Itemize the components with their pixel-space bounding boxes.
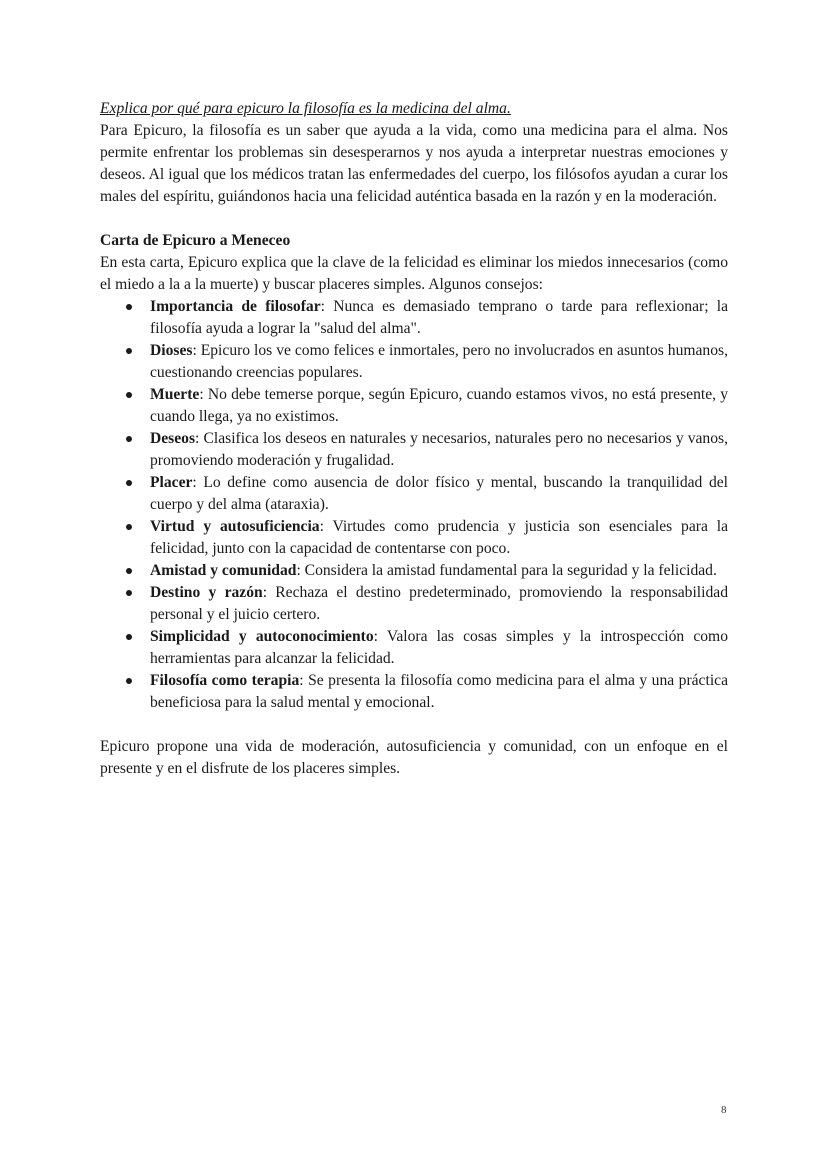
- item-term: Placer: [150, 474, 193, 491]
- document-page: [100, 98, 728, 780]
- spacer: [100, 208, 728, 230]
- list-item: [150, 626, 728, 670]
- list-item: [150, 340, 728, 384]
- page-number: 8: [721, 1104, 727, 1116]
- item-text: : Rechaza el destino predeterminado, promoviendo la responsabilidad personal y el juicio certero.: [150, 584, 728, 623]
- item-text: : No debe temerse porque, según Epicuro, cuando estamos vivos, no está presente, y cuando llega, ya no existimos.: [150, 386, 728, 425]
- item-text: : Epicuro los ve como felices e inmortales, pero no involucrados en asuntos humanos, cuestionando creencias populares.: [150, 342, 728, 381]
- list-item: [150, 472, 728, 516]
- section-heading: Carta de Epicuro a Meneceo: [100, 232, 291, 249]
- list-item: [150, 384, 728, 428]
- item-term: Deseos: [150, 430, 196, 447]
- item-term: Dioses: [150, 342, 193, 359]
- item-text: : Clasifica los deseos en naturales y necesarios, naturales pero no necesarios y vanos, promoviendo moderación y frugalidad.: [150, 430, 728, 469]
- conclusion-paragraph: Epicuro propone una vida de moderación, autosuficiencia y comunidad, con un enfoque en el presente y en el disfrute de los placeres simples.: [100, 738, 728, 777]
- item-text: : Considera la amistad fundamental para la seguridad y la felicidad.: [296, 562, 717, 579]
- list-item: [150, 560, 728, 582]
- item-text: : Lo define como ausencia de dolor físico y mental, buscando la tranquilidad del cuerpo y del alma (ataraxia).: [150, 474, 728, 513]
- list-item: [150, 670, 728, 714]
- list-item: [150, 516, 728, 560]
- item-term: Simplicidad y autoconocimiento: [150, 628, 374, 645]
- spacer: [100, 714, 728, 736]
- item-term: Importancia de filosofar: [150, 298, 321, 315]
- list-item: [150, 428, 728, 472]
- item-text: : Nunca es demasiado temprano o tarde para reflexionar; la filosofía ayuda a lograr la "salud del alma".: [150, 298, 728, 337]
- item-text: : Se presenta la filosofía como medicina para el alma y una práctica beneficiosa para la salud mental y emocional.: [150, 672, 728, 711]
- item-term: Virtud y autosuficiencia: [150, 518, 320, 535]
- item-term: Filosofía como terapia: [150, 672, 300, 689]
- item-text: : Valora las cosas simples y la introspección como herramientas para alcanzar la felicidad.: [150, 628, 728, 667]
- advice-list: [100, 296, 728, 714]
- question-title: Explica por qué para epicuro la filosofía es la medicina del alma.: [100, 100, 511, 117]
- item-term: Amistad y comunidad: [150, 562, 297, 579]
- item-text: : Virtudes como prudencia y justicia son esenciales para la felicidad, junto con la capacidad de contentarse con poco.: [150, 518, 728, 557]
- item-term: Muerte: [150, 386, 200, 403]
- answer-paragraph: Para Epicuro, la filosofía es un saber que ayuda a la vida, como una medicina para el alma. Nos permite enfrentar los problemas sin desesperarnos y nos ayuda a interpretar nuestras emociones y deseos. Al igual que los médicos tratan las enfermedades del cuerpo, los filósofos ayudan a curar los males del espíritu, guiándonos hacia una felicidad auténtica basada en la razón y en la moderación.: [100, 122, 728, 205]
- item-term: Destino y razón: [150, 584, 263, 601]
- list-item: [150, 296, 728, 340]
- list-item: [150, 582, 728, 626]
- section-intro: En esta carta, Epicuro explica que la clave de la felicidad es eliminar los miedos innecesarios (como el miedo a la a la muerte) y buscar placeres simples. Algunos consejos:: [100, 254, 728, 293]
